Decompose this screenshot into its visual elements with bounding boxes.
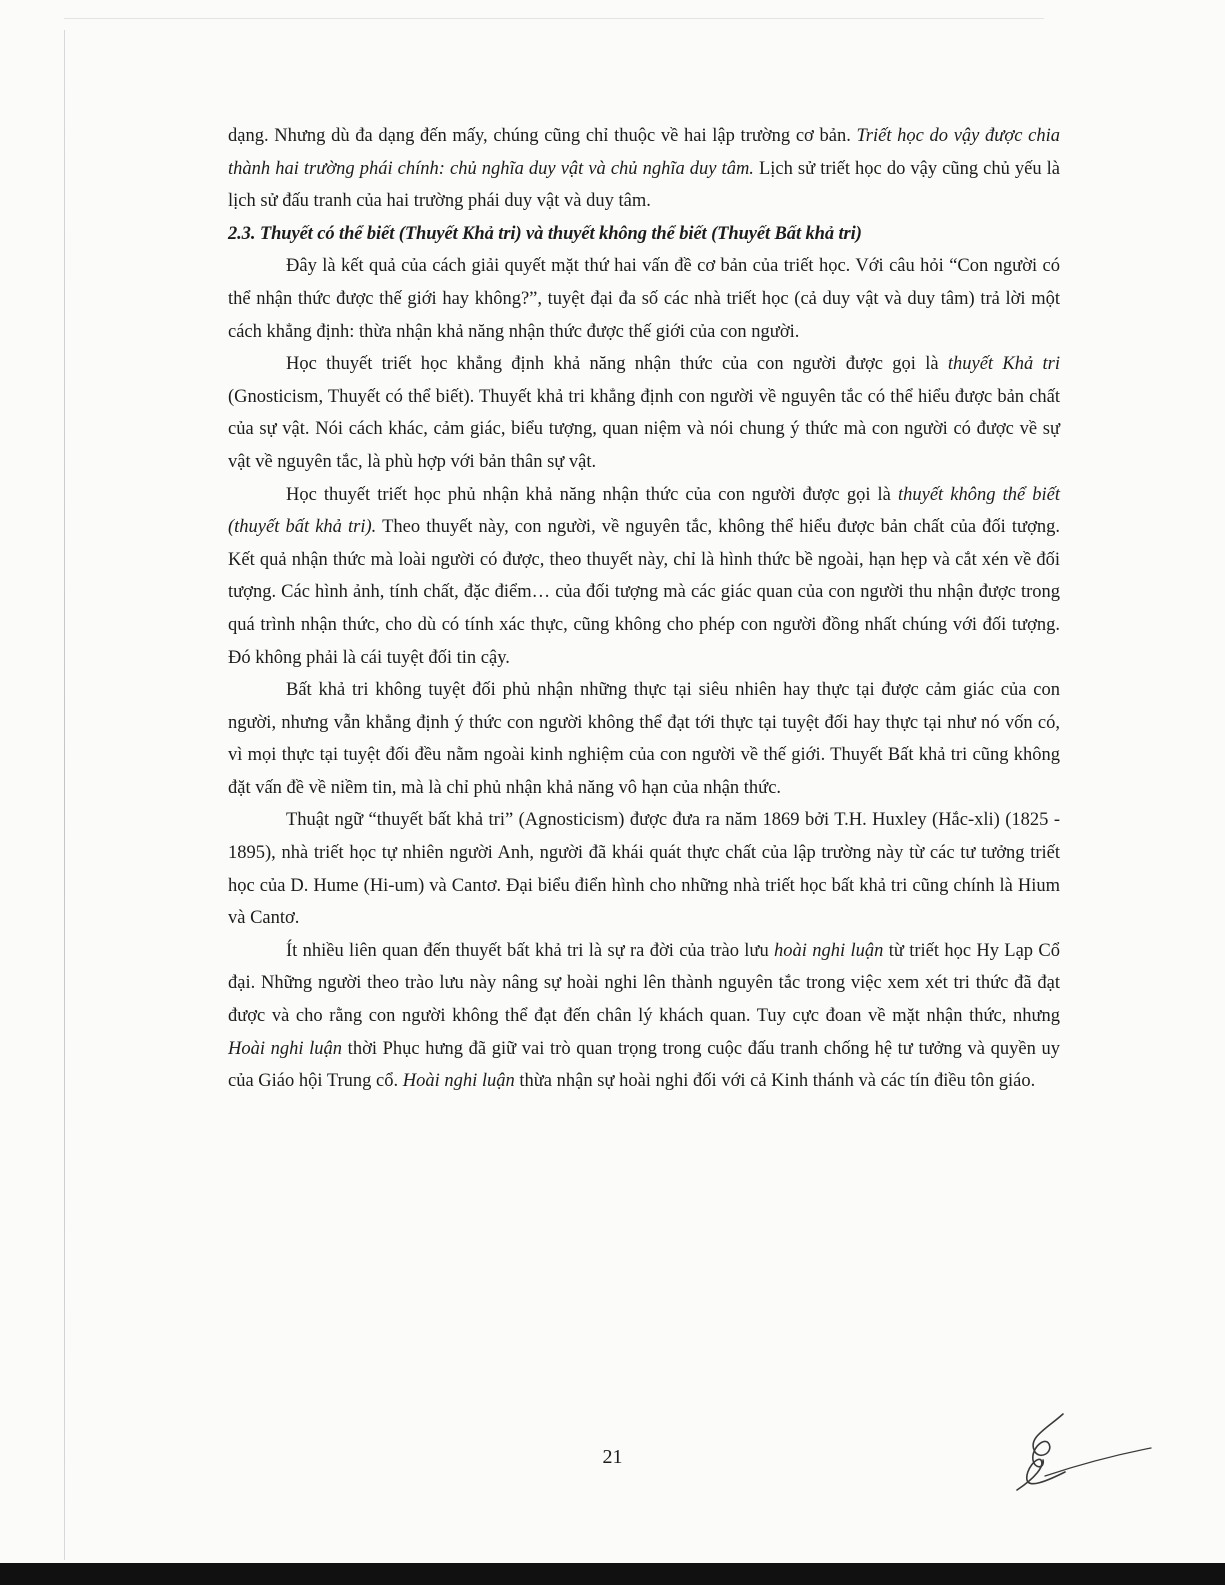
paragraph xyxy=(228,804,1060,934)
text-run: thừa nhận sự hoài nghi đối với cả Kinh thánh và các tín điều tôn giáo. xyxy=(514,1071,1036,1092)
paragraph xyxy=(228,120,1060,218)
page-number: 21 xyxy=(602,1446,623,1468)
paragraph xyxy=(228,479,1060,675)
text-run: thời Phục hưng đã giữ vai trò quan trọng trong cuộc đấu tranh chống hệ tư tưởng và quyền uy của Giáo hội Trung cổ. xyxy=(228,1038,1060,1092)
text-run: Thuật ngữ “thuyết bất khả tri” (Agnosticism) được đưa ra năm 1869 bởi T.H. Huxley (Hắc-xli) (1825 - 1895), nhà triết học tự nhiên người Anh, người đã khái quát thực chất của lập trường này từ các tư tưởng triết học của D. Hume (Hi-um) và Cantơ. Đại biểu điển hình cho những nhà triết học bất khả tri cũng chính là Hium và Cantơ. xyxy=(228,810,1060,929)
text-run: (Gnosticism, Thuyết có thể biết). Thuyết khả tri khẳng định con người về nguyên tắc có thể hiểu được bản chất của sự vật. Nói cách khác, cảm giác, biểu tượng, quan niệm và nói chung ý thức mà con người có được về sự vật về nguyên tắc, là phù hợp với bản thân sự vật. xyxy=(228,386,1060,472)
page-body xyxy=(228,120,1060,1098)
text-run: Học thuyết triết học khẳng định khả năng nhận thức của con người được gọi là xyxy=(286,354,948,375)
section-heading xyxy=(228,218,1060,251)
paragraph xyxy=(228,674,1060,804)
scan-edge-top xyxy=(64,18,1044,19)
italic-text: Hoài nghi luận xyxy=(402,1071,515,1092)
text-run: Đây là kết quả của cách giải quyết mặt thứ hai vấn đề cơ bản của triết học. Với câu hỏi “Con người có thể nhận thức được thế giới hay không?”, tuyệt đại đa số các nhà triết học (cả duy vật và duy tâm) trả lời một cách khẳng định: thừa nhận khả năng nhận thức được thế giới của con người. xyxy=(228,256,1060,342)
italic-text: Triết học do vậy được chia thành hai trường phái chính: chủ nghĩa duy vật và chủ nghĩa duy tâm. xyxy=(228,126,1060,179)
italic-text: hoài nghi luận xyxy=(774,940,884,961)
paragraph xyxy=(228,935,1060,1098)
italic-text: 2.3. Thuyết có thể biết (Thuyết Khả tri) và thuyết không thể biết (Thuyết Bất khả tri) xyxy=(228,223,862,244)
text-run: dạng. Nhưng dù đa dạng đến mấy, chúng cũng chỉ thuộc về hai lập trường cơ bản. xyxy=(228,126,857,146)
text-run: Ít nhiều liên quan đến thuyết bất khả tri là sự ra đời của trào lưu xyxy=(286,940,775,961)
scan-edge-left xyxy=(64,30,65,1560)
italic-text: thuyết Khả tri xyxy=(947,354,1060,375)
paragraph xyxy=(228,250,1060,348)
italic-text: thuyết không thể biết (thuyết bất khả tri). xyxy=(228,484,1060,538)
text-run: Lịch sử triết học do vậy cũng chủ yếu là lịch sử đấu tranh của hai trường phái duy vật và duy tâm. xyxy=(228,158,1061,212)
text-run: Học thuyết triết học phủ nhận khả năng nhận thức của con người được gọi là xyxy=(286,484,898,505)
handwritten-signature-icon xyxy=(1005,1408,1155,1498)
text-run: Bất khả tri không tuyệt đối phủ nhận những thực tại siêu nhiên hay thực tại được cảm giác của con người, nhưng vẫn khẳng định ý thức con người không thể đạt tới thực tại tuyệt đối hay thực tại như nó vốn có, vì mọi thực tại tuyệt đối đều nằm ngoài kinh nghiệm của con người về thế giới. Thuyết Bất khả tri cũng không đặt vấn đề về niềm tin, mà là chỉ phủ nhận khả năng vô hạn của nhận thức. xyxy=(228,680,1060,798)
paragraph xyxy=(228,348,1060,478)
text-run: từ triết học Hy Lạp Cổ đại. Những người theo trào lưu này nâng sự hoài nghi lên thành nguyên tắc trong việc xem xét tri thức đã đạt được và cho rằng con người không thể đạt đến chân lý khách quan. Tuy cực đoan về mặt nhận thức, nhưng xyxy=(228,940,1060,1027)
italic-text: Hoài nghi luận xyxy=(228,1038,343,1059)
text-run: Theo thuyết này, con người, về nguyên tắc, không thể hiểu được bản chất của đối tượng. Kết quả nhận thức mà loài người có được, theo thuyết này, chỉ là hình thức bề ngoài, hạn hẹp và cắt xén về đối tượng. Các hình ảnh, tính chất, đặc điểm… của đối tượng mà các giác quan của con người thu nhận được trong quá trình nhận thức, cho dù có tính xác thực, cũng không cho phép con người đồng nhất chúng với đối tượng. Đó không phải là cái tuyệt đối tin cậy. xyxy=(228,517,1060,668)
scan-bottom-bar xyxy=(0,1563,1225,1585)
